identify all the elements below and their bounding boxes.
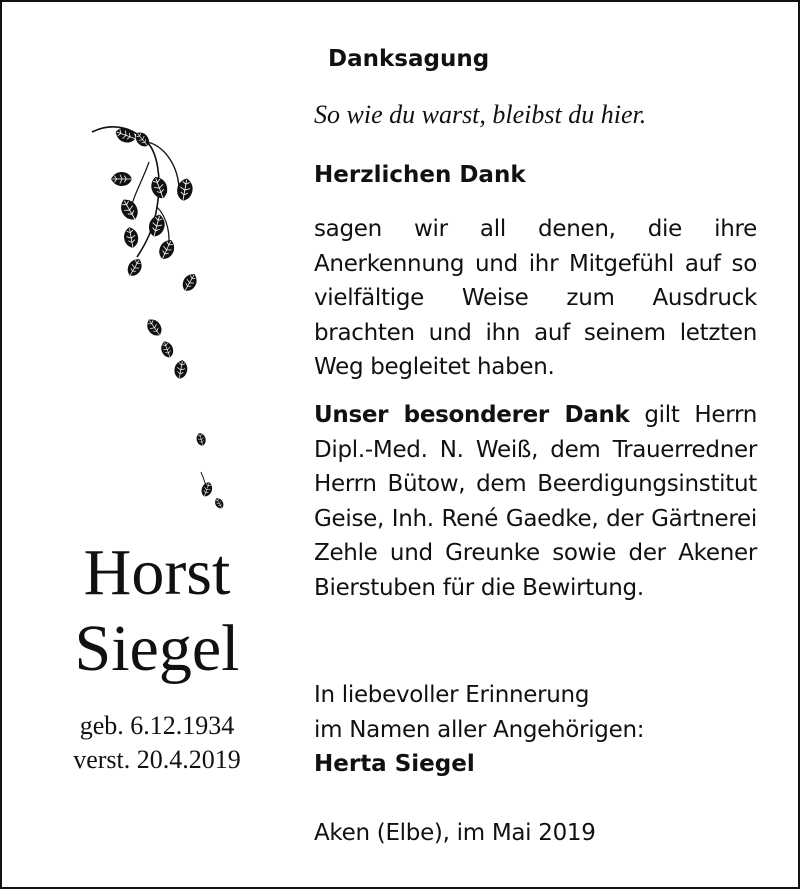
deceased-first-name: Horst — [83, 536, 231, 609]
deceased-last-name: Siegel — [74, 612, 240, 685]
special-thanks-paragraph — [314, 398, 757, 605]
birth-date: geb. 6.12.1934 — [79, 711, 235, 740]
signer-name: Herta Siegel — [314, 751, 475, 777]
special-thanks-heading: Unser besonderer Dank — [314, 402, 630, 428]
thanks-heading: Herzlichen Dank — [314, 162, 526, 188]
notice-title: Danksagung — [328, 46, 490, 72]
place-date: Aken (Elbe), im Mai 2019 — [314, 820, 596, 846]
memory-line-2: im Namen aller Angehörigen: — [314, 717, 645, 743]
special-thanks-text: gilt Herrn Dipl.-Med. N. Weiß, dem Trauerredner Herrn Bütow, dem Beerdigungsinstitut Geise, Inh. René Gaedke, der Gärtnerei Zehle und Greunke sowie der Akener Bierstuben für die Bewirtung. — [314, 402, 757, 601]
falling-birch-leaves-icon — [87, 117, 247, 517]
death-date: verst. 20.4.2019 — [73, 745, 241, 774]
memory-line-1: In liebevoller Erinnerung — [314, 682, 590, 708]
quote: So wie du warst, bleibst du hier. — [314, 100, 647, 129]
thanks-text: sagen wir all denen, die ihre Anerkennung und ihr Mitgefühl auf so vielfältige Weise zum Ausdruck brachten und ihn auf seinem letzten Weg begleitet haben. — [314, 216, 757, 380]
